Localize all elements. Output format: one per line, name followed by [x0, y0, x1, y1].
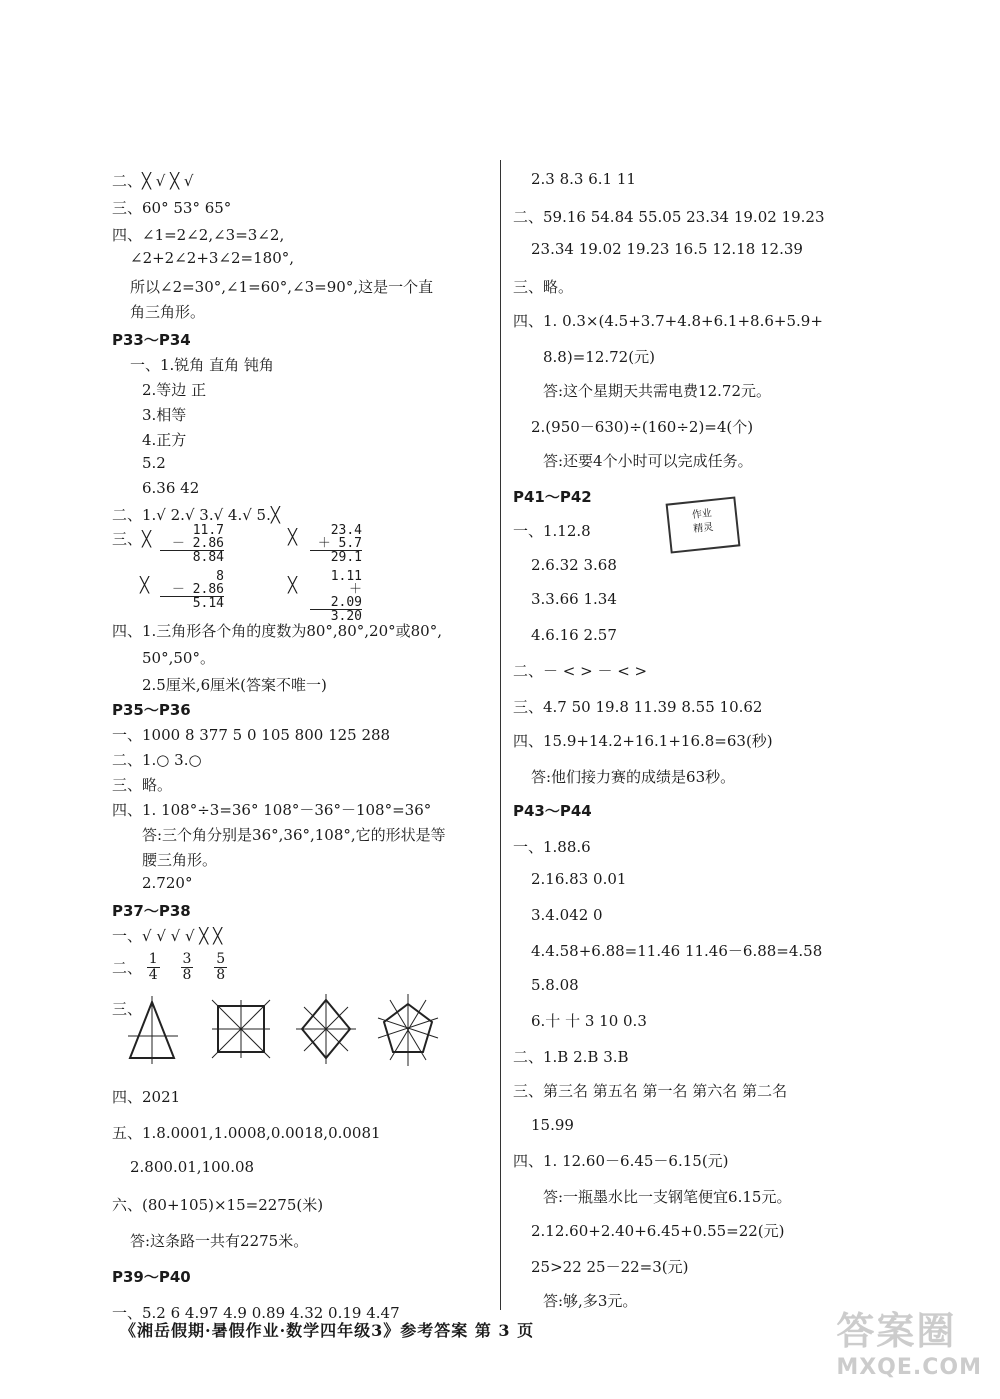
- answer-line: 二、1.○ 3.○: [112, 751, 202, 769]
- answer-line: 一、1.锐角 直角 钝角: [130, 356, 274, 374]
- fraction-numerator: 5: [216, 951, 226, 967]
- answer-line: 5.2: [142, 454, 166, 472]
- answer-line: 三、第三名 第五名 第一名 第六名 第二名: [513, 1082, 788, 1100]
- section-heading: P39～P40: [112, 1268, 191, 1286]
- fraction-denominator: 8: [216, 967, 226, 983]
- answer-line: 三、╳: [112, 530, 152, 548]
- answer-line: 3.3.66 1.34: [531, 590, 617, 608]
- answer-line: 3.相等: [142, 406, 187, 424]
- answer-line: 一、1000 8 377 5 0 105 800 125 288: [112, 726, 391, 744]
- square-figure: [212, 1000, 270, 1058]
- symmetry-shapes-figure: [126, 992, 446, 1072]
- answer-line: 一、5.2 6 4.97 4.9 0.89 4.32 0.19 4.47: [112, 1304, 400, 1322]
- answer-line: ∠2+2∠2+3∠2=180°,: [130, 249, 295, 267]
- answer-line: 6.36 42: [142, 479, 200, 497]
- vertical-calc: [160, 524, 224, 564]
- answer-line: 2.12.60+2.40+6.45+0.55=22(元): [531, 1222, 785, 1240]
- answer-line: 二、╳ √ ╳ √: [112, 172, 194, 190]
- vertical-calc-block: [112, 523, 492, 624]
- watermark-url: MXQE.COM: [836, 1355, 982, 1380]
- answer-line: 2.等边 正: [142, 381, 207, 399]
- answer-line: 二、: [112, 959, 143, 977]
- answer-line: 2.5厘米,6厘米(答案不唯一): [142, 676, 327, 694]
- answer-line: 一、1.88.6: [513, 838, 591, 856]
- symmetry-figures: [112, 992, 492, 1086]
- answer-line: 四、1. 0.3×(4.5+3.7+4.8+6.1+8.6+5.9+: [513, 312, 823, 330]
- vertical-calc: [160, 570, 224, 610]
- calc-row: ＋ 2.09: [310, 583, 362, 610]
- answer-line: 2.3 8.3 6.1 11: [531, 170, 636, 188]
- answer-line: 三、: [112, 1000, 143, 1018]
- calc-row: 8.84: [192, 550, 224, 565]
- section-heading: P35～P36: [112, 701, 191, 719]
- answer-line: 三、4.7 50 19.8 11.39 8.55 10.62: [513, 698, 763, 716]
- calc-row: 1.11: [330, 569, 362, 584]
- answer-line: 四、1. 108°÷3=36° 108°－36°－108°=36°: [112, 801, 432, 819]
- answer-line: 四、1. 12.60－6.45－6.15(元): [513, 1152, 729, 1170]
- answer-line: 答:够,多3元。: [543, 1292, 638, 1310]
- page-footer: 《湘岳假期·暑假作业·数学四年级3》参考答案 第 3 页: [120, 1321, 535, 1340]
- answer-line: 四、1.三角形各个角的度数为80°,80°,20°或80°,: [112, 622, 442, 640]
- vertical-calc: [310, 570, 362, 623]
- left-column: [112, 170, 492, 1328]
- answer-line: 3.4.042 0: [531, 906, 603, 924]
- answer-line: 五、1.8.0001,1.0008,0.0018,0.0081: [112, 1124, 381, 1142]
- section-heading: P41～P42: [513, 488, 592, 506]
- section-heading: P33～P34: [112, 331, 191, 349]
- section-heading: P37～P38: [112, 902, 191, 920]
- fraction: [181, 952, 194, 983]
- answer-line: 二、－ < > － < >: [513, 662, 648, 680]
- calc-row: 29.1: [330, 550, 362, 565]
- answer-line: 答:他们接力赛的成绩是63秒。: [531, 768, 736, 786]
- answer-line: 三、略。: [513, 278, 574, 296]
- calc-row: 3.20: [330, 609, 362, 624]
- answer-line: 答:这条路一共有2275米。: [130, 1232, 309, 1250]
- vertical-calc: [310, 524, 362, 564]
- right-column: [513, 170, 893, 1320]
- answer-line: 二、1.√ 2.√ 3.√ 4.√ 5.╳: [112, 506, 280, 524]
- fraction: [214, 952, 227, 983]
- answer-line: 腰三角形。: [142, 851, 218, 869]
- answer-line: 8.8)=12.72(元): [543, 348, 655, 366]
- calc-row: 23.4: [330, 523, 362, 538]
- answer-line: 三、60° 53° 65°: [112, 199, 232, 217]
- fraction-denominator: 4: [148, 967, 158, 983]
- answer-line: 六、(80+105)×15=2275(米): [112, 1196, 324, 1214]
- answer-line: 二、1.B 2.B 3.B: [513, 1048, 629, 1066]
- answer-line: 2.800.01,100.08: [130, 1158, 255, 1176]
- answer-line: 6.十 十 3 10 0.3: [531, 1012, 647, 1030]
- fraction-numerator: 1: [148, 951, 158, 967]
- answer-line: 一、√ √ √ √ ╳ ╳: [112, 927, 223, 945]
- answer-line: 角三角形。: [130, 303, 206, 321]
- answer-line: 二、59.16 54.84 55.05 23.34 19.02 19.23: [513, 208, 825, 226]
- answer-line: ╳: [288, 576, 298, 594]
- calc-row: ＋ 5.7: [310, 537, 362, 551]
- answer-line: 15.99: [531, 1116, 574, 1134]
- watermark: [836, 1300, 982, 1380]
- answer-line: 2.6.32 3.68: [531, 556, 617, 574]
- answer-line: 2.(950－630)÷(160÷2)=4(个): [531, 418, 754, 436]
- section-heading: P43～P44: [513, 802, 592, 820]
- answer-line: 四、∠1=2∠2,∠3=3∠2,: [112, 226, 285, 244]
- fraction: [147, 952, 160, 983]
- answer-line: 2.16.83 0.01: [531, 870, 627, 888]
- calc-row: 5.14: [192, 596, 224, 611]
- watermark-title: 答案圈: [836, 1309, 957, 1353]
- calc-row: 8: [216, 569, 224, 584]
- rhombus-figure: [296, 994, 356, 1064]
- answer-line: 23.34 19.02 19.23 16.5 12.18 12.39: [531, 240, 803, 258]
- answer-line: 答:还要4个小时可以完成任务。: [543, 452, 753, 470]
- answer-line: 4.6.16 2.57: [531, 626, 617, 644]
- answer-line: 50°,50°。: [142, 649, 215, 667]
- answer-line: 4.正方: [142, 431, 187, 449]
- answer-line: 答:这个星期天共需电费12.72元。: [543, 382, 771, 400]
- answer-line: 4.4.58+6.88=11.46 11.46－6.88=4.58: [531, 942, 823, 960]
- fraction-denominator: 8: [182, 967, 192, 983]
- triangle-figure: [128, 996, 178, 1064]
- answer-line: 5.8.08: [531, 976, 579, 994]
- answer-line: 一、1.12.8: [513, 522, 591, 540]
- fraction-row: [112, 952, 492, 992]
- calc-row: － 2.86: [160, 537, 224, 551]
- answer-line: ╳: [140, 576, 150, 594]
- answer-line: 答:一瓶墨水比一支钢笔便宜6.15元。: [543, 1188, 792, 1206]
- answer-line: ╳: [288, 528, 298, 546]
- calc-row: － 2.86: [160, 583, 224, 597]
- pentagon-figure: [378, 994, 438, 1066]
- answer-line: 三、略。: [112, 776, 173, 794]
- answer-line: 25>22 25－22=3(元): [531, 1258, 689, 1276]
- answer-line: 所以∠2=30°,∠1=60°,∠3=90°,这是一个直: [130, 278, 434, 296]
- calc-row: 11.7: [192, 523, 224, 538]
- fraction-numerator: 3: [182, 951, 192, 967]
- answer-line: 四、2021: [112, 1088, 181, 1106]
- answer-line: 答:三个角分别是36°,36°,108°,它的形状是等: [142, 826, 446, 844]
- column-divider: [500, 160, 501, 1310]
- answer-line: 四、15.9+14.2+16.1+16.8=63(秒): [513, 732, 773, 750]
- homework-stamp: 作业 精灵: [666, 496, 741, 553]
- answer-line: 2.720°: [142, 874, 193, 892]
